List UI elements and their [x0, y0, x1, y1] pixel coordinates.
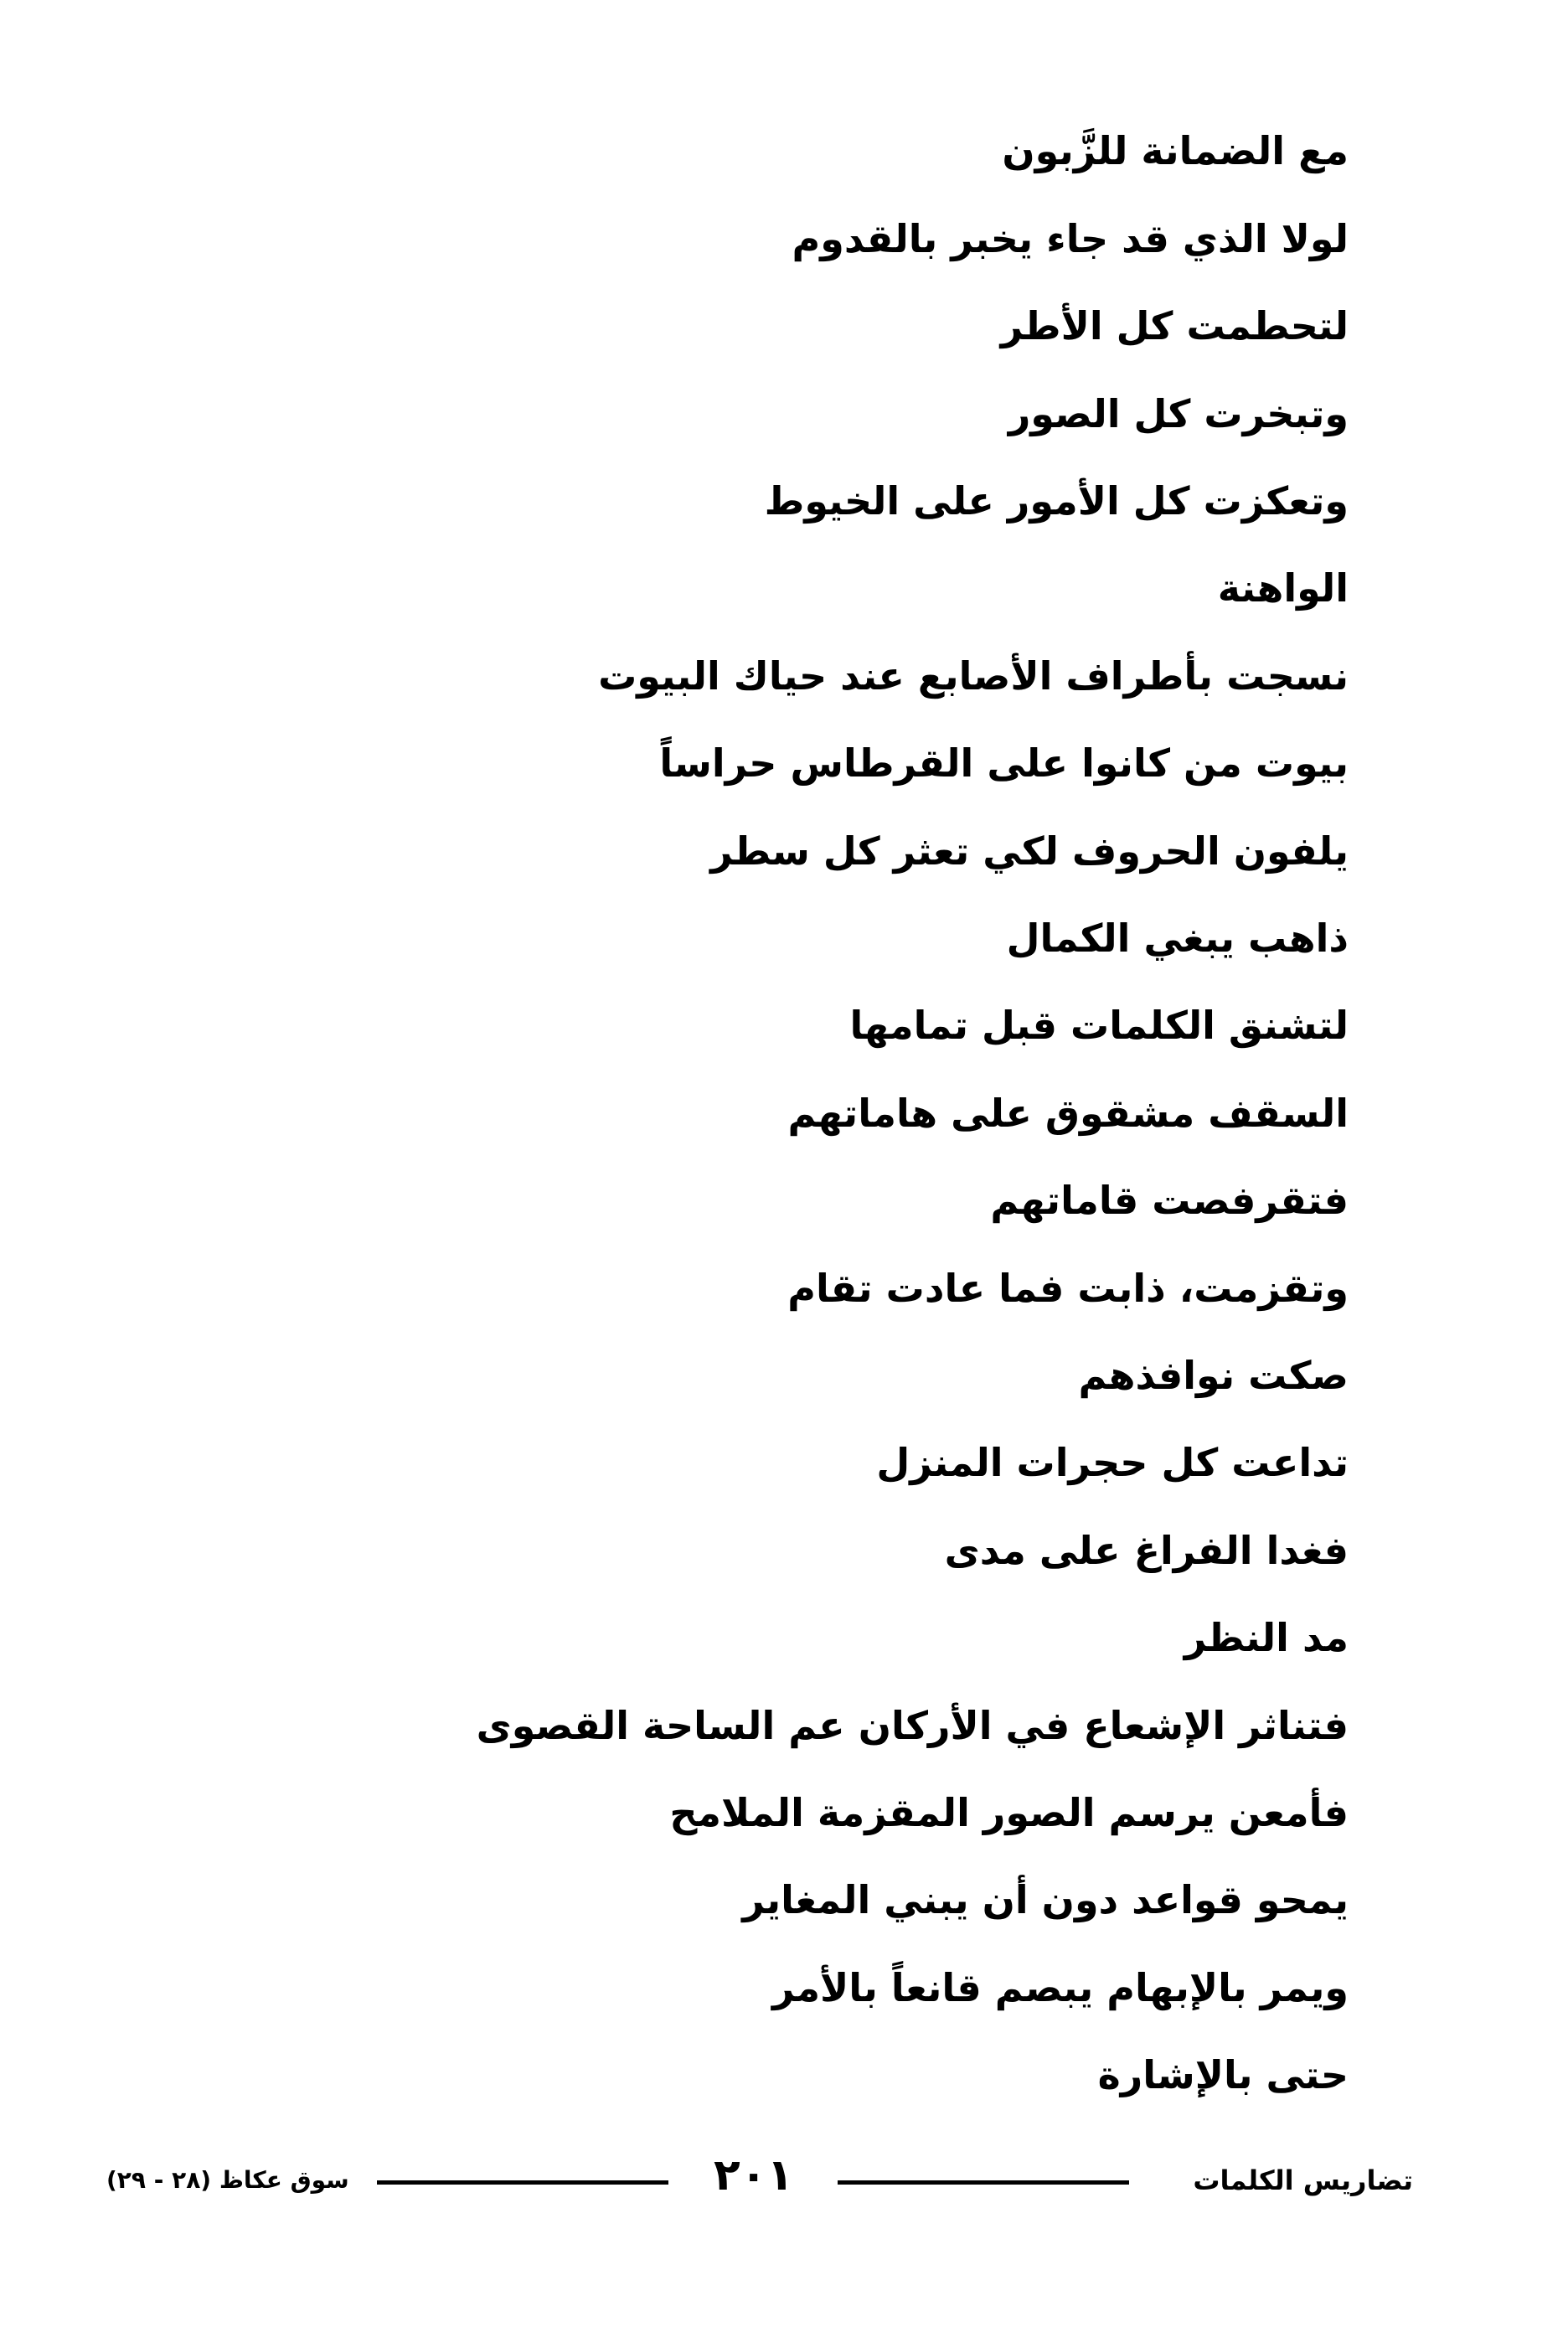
poem-line: الواهنة: [1217, 565, 1349, 611]
poem-line: نسجت بأطراف الأصابع عند حياك البيوت: [598, 653, 1349, 699]
poem-line: بيوت من كانوا على القرطاس حراساً: [659, 740, 1349, 786]
poem-line: السقف مشقوق على هاماتهم: [787, 1091, 1349, 1136]
poem-line: فتقرفصت قاماتهم: [990, 1178, 1349, 1223]
poem-line: تداعت كل حجرات المنزل: [876, 1440, 1349, 1485]
poem-line: ذاهب يبغي الكمال: [1006, 916, 1349, 961]
poem-line: مع الضمانة للزَّبون: [1002, 128, 1349, 173]
poem-line: وتبخرت كل الصور: [1008, 391, 1349, 436]
page-number: ٢٠١: [714, 2150, 794, 2200]
footer-rule-left: [377, 2180, 668, 2185]
poem-line: يلفون الحروف لكي تعثر كل سطر: [710, 828, 1349, 874]
poem-line: حتى بالإشارة: [1097, 2052, 1349, 2097]
footer-rule-right: [838, 2180, 1129, 2185]
poem-line: صكت نوافذهم: [1078, 1353, 1349, 1398]
poem-line: فغدا الفراغ على مدى: [944, 1528, 1349, 1573]
poem-line: فأمعن يرسم الصور المقزمة الملامح: [669, 1790, 1349, 1835]
poem-line: لتحطمت كل الأطر: [1000, 303, 1349, 348]
running-head-book-title: تضاريس الكلمات: [1193, 2164, 1413, 2196]
running-head-journal: سوق عكاظ (٢٨ - ٢٩): [106, 2166, 349, 2194]
poem-line: ويمر بالإبهام يبصم قانعاً بالأمر: [771, 1965, 1349, 2010]
poem-line: مد النظر: [1184, 1615, 1349, 1660]
poem-line: يمحو قواعد دون أن يبني المغاير: [742, 1877, 1349, 1922]
poem-line: لولا الذي قد جاء يخبر بالقدوم: [792, 216, 1349, 261]
poem-line: فتناثر الإشعاع في الأركان عم الساحة القصوى: [476, 1703, 1349, 1748]
poem-line: لتشنق الكلمات قبل تمامها: [849, 1003, 1349, 1048]
page-footer: [0, 2144, 1568, 2211]
poem-line: وتعكزت كل الأمور على الخيوط: [764, 478, 1349, 524]
poem-line: وتقزمت، ذابت فما عادت تقام: [787, 1266, 1349, 1311]
